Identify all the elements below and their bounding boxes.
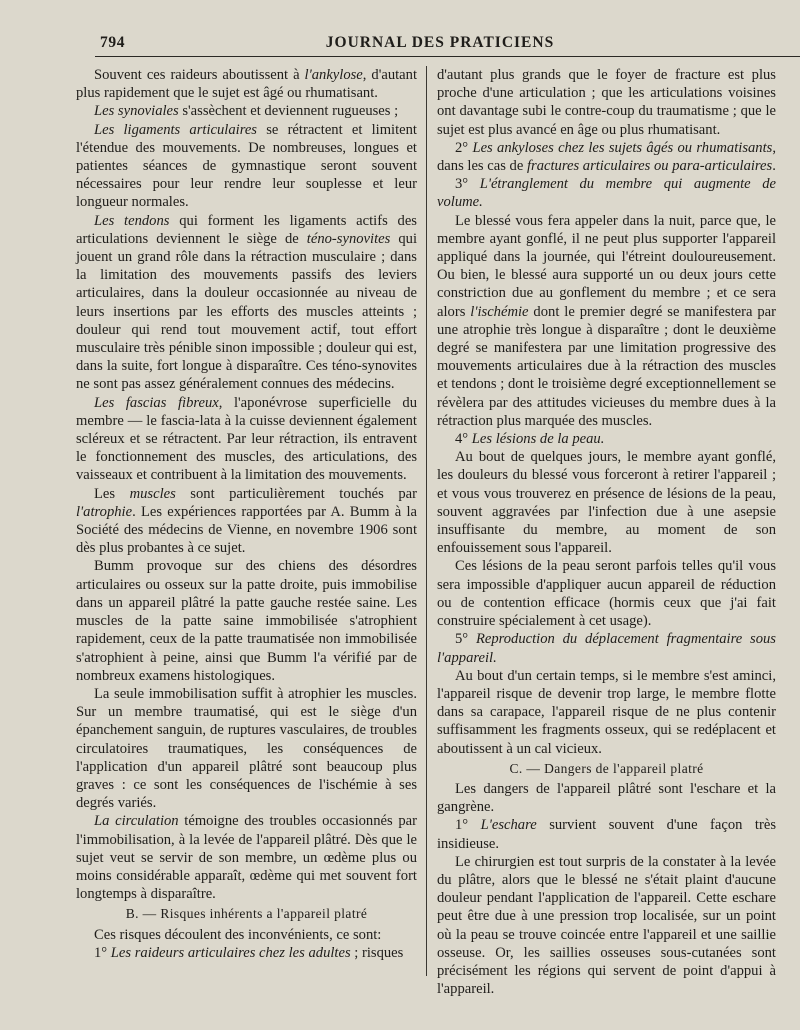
paragraph: Au bout de quelques jours, le membre ayant gonflé, les douleurs du blessé vous forceront à retirer l'appareil ; et vous vous trouverez en présence de lésions de la peau, souvent aggravées par l'infection due à une asepsie insuffisante du membre, au moment de son enfouissement sous l'appareil. xyxy=(437,449,776,557)
header-rule xyxy=(95,56,800,57)
page-number: 794 xyxy=(100,34,126,51)
paragraph: Bumm provoque sur des chiens des désordres articulaires ou osseux sur la patte droite, puis immobilise dans un appareil plâtré la patte gauche restée saine. Les muscles de la patte saine immobilisée s'atrophient rapidement, ceux de la patte traumatisée non immobilisée s'atrophient à peine, ainsi que Bumm l'a vérifié par de nombreux examens histologiques. xyxy=(76,558,417,684)
section-heading-b: B. — Risques inhérents a l'appareil platré xyxy=(125,906,368,922)
paragraph: 1° L'eschare survient souvent d'une façon très insidieuse. xyxy=(437,817,776,852)
left-column xyxy=(76,66,417,962)
paragraph: Ces risques découlent des inconvénients, ce sont: xyxy=(94,926,382,943)
paragraph: 1° Les raideurs articulaires chez les adultes ; risques xyxy=(94,944,404,961)
paragraph: 3° L'étranglement du membre qui augmente de volume. xyxy=(437,176,776,211)
paragraph: Les muscles sont particulièrement touchés par l'atrophie. Les expériences rapportées par A. Bumm à la Société des médecins de Vienne, en novembre 1906 sont dès plus probantes à ce sujet. xyxy=(76,485,417,557)
paragraph: Les ligaments articulaires se rétractent et limitent l'étendue des mouvements. De nombreuses, longues et patientes séances de gymnastique seront souvent nécessaires pour leur rendre leur souplesse et leur longueur normales. xyxy=(76,121,417,211)
section-heading-c: C. — Dangers de l'appareil platré xyxy=(509,760,704,776)
paragraph: La seule immobilisation suffit à atrophier les muscles. Sur un membre traumatisé, qui est le siège d'un épanchement sanguin, de ruptures vasculaires, de troubles circulatoires traumatiques, les conséquences de l'application d'un appareil plâtré sont beaucoup plus graves : ce sont les conséquences de l'ischémie à ses degrés variés. xyxy=(76,685,417,812)
page-header xyxy=(95,34,785,54)
paragraph: 2° Les ankyloses chez les sujets âgés ou rhumatisants, dans les cas de fractures articulaires ou para-articulaires. xyxy=(437,139,776,175)
paragraph: 4° Les lésions de la peau. xyxy=(455,431,605,448)
paragraph: Souvent ces raideurs aboutissent à l'ankylose, d'autant plus rapidement que le sujet est âgé ou rhumatisant. xyxy=(76,67,417,102)
paragraph: Le chirurgien est tout surpris de la constater à la levée du plâtre, alors que le blessé ne s'était plaint d'aucune douleur pendant l'application de l'appareil. Cette eschare peut être due à une pression trop localisée, sur un point où la peau se trouve coincée entre l'appareil et une saillie osseuse. Or, les saillies osseuses sous-cutanées sont précisément les régions qui servent de point d'appui à l'appareil. xyxy=(437,853,776,998)
paragraph: La circulation témoigne des troubles occasionnés par l'immobilisation, à la levée de l'appareil plâtré. Dès que le sujet veut se servir de son membre, un œdème plus ou moins considérable apparaît, œdème qui met souvent fort longtemps à disparaître. xyxy=(76,813,417,903)
paragraph: Les synoviales s'assèchent et deviennent rugueuses ; xyxy=(94,103,399,120)
paragraph: Les fascias fibreux, l'aponévrose superficielle du membre — le fascia-lata à la cuisse deviennent également scléreux et se rétractent. Par leur rétraction, ils entravent le fonctionnement des muscles, des articulations, des vaisseaux et contribuent à la limitation des mouvements. xyxy=(76,394,417,484)
right-column xyxy=(437,66,776,998)
journal-title: JOURNAL DES PRATICIENS xyxy=(325,34,555,51)
paragraph: Ces lésions de la peau seront parfois telles qu'il vous sera impossible d'appliquer aucun appareil de réduction ou de contention efficace (hormis ceux que j'ai fait construire spécialement à cet usage). xyxy=(437,558,776,630)
paragraph: Les dangers de l'appareil plâtré sont l'eschare et la gangrène. xyxy=(437,780,776,816)
paragraph: 5° Reproduction du déplacement fragmentaire sous l'appareil. xyxy=(437,631,776,666)
paragraph: d'autant plus grands que le foyer de fracture est plus proche d'une articulation ; que les articulations voisines ont davantage subi le contre-coup du traumatisme ; que le sujet est plus avancé en âge ou plus rhumatisant. xyxy=(437,67,776,138)
paragraph: Au bout d'un certain temps, si le membre s'est aminci, l'appareil risque de devenir trop large, le membre flotte dans sa carapace, l'appareil risque de ne plus contenir suffisamment les fragments osseux, qui se redéplacent et aboutissent à un cal vicieux. xyxy=(437,667,776,757)
column-divider xyxy=(426,66,427,976)
paragraph: Les tendons qui forment les ligaments actifs des articulations deviennent le siège de téno-synovites qui jouent un grand rôle dans la rétraction musculaire ; dans la limitation des mouvements passifs des leviers articulaires, dans la douleur occasionnée au niveau de leurs insertions par les efforts des muscles atteints ; douleur qui rend tout mouvement actif, tout effort musculaire très pénible sinon impossible ; douleur qui est, dans la suite, fort longue à disparaître. Ces téno-synovites ne sont pas assez généralement connues des médecins. xyxy=(76,212,417,393)
paragraph: Le blessé vous fera appeler dans la nuit, parce que, le membre ayant gonflé, il ne peut plus supporter l'appareil appliqué dans la journée, qui l'étreint douloureusement. Ou bien, le blessé aura supporté un ou deux jours cette constriction due au gonflement du membre ; et ce sera alors l'ischémie dont le premier degré se manifestera par une atrophie très longue à disparaître ; dont le deuxième degré se manifestera par une limitation progressive des mouvements articulaires due à la rétraction des muscles et tendons ; dont le troisième degré exceptionnellement se révèlera par des attitudes vicieuses du membre dues à la rétraction plus marquée des muscles. xyxy=(437,212,776,429)
